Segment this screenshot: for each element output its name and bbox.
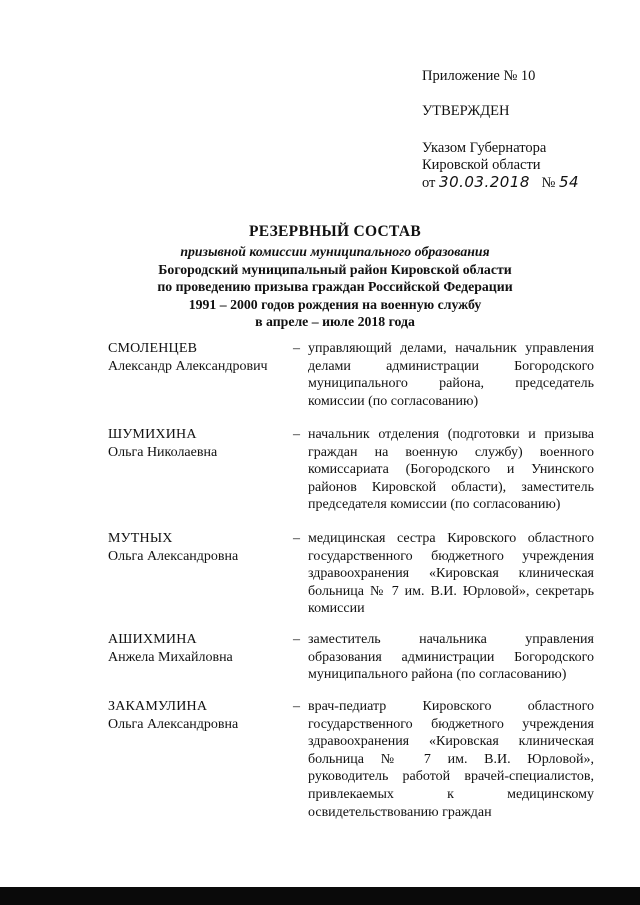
decree-date: 30.03.2018	[439, 173, 530, 191]
member-given-name: Ольга Николаевна	[108, 444, 218, 460]
member-role: заместитель начальника управления образования администрации Богородского муниципального района (по согласованию)	[308, 632, 594, 683]
date-prefix: от	[422, 175, 436, 191]
separator-dash: –	[293, 341, 300, 356]
separator-dash: –	[293, 632, 300, 647]
scan-edge-bar	[0, 887, 640, 905]
document-title	[80, 222, 590, 331]
approval-block	[422, 68, 622, 192]
decree-number: 54	[559, 173, 580, 191]
member-role: медицинская сестра Кировского областного государственного бюджетного учреждения здравоохранения «Кировская клиническая больница № 7 им. В.И. Юрловой», секретарь комиссии	[308, 531, 594, 617]
member-name	[108, 698, 288, 733]
member-role: врач-педиатр Кировского областного государственного бюджетного учреждения здравоохранения «Кировская клиническая больница № 7 им. В.И. Юрловой», руководитель работой врачей-специалистов, привлекаемых к медицинскому освидетельствованию граждан	[308, 699, 594, 820]
member-role: управляющий делами, начальник управления делами администрации Богородского муниципального района, председатель комиссии (по согласованию)	[308, 341, 594, 409]
member-surname: АШИХМИНА	[108, 632, 197, 647]
decree-date-line	[422, 174, 622, 192]
title-line-2: Богородский муниципальный район Кировской области	[158, 261, 512, 277]
member-given-name: Ольга Александровна	[108, 716, 239, 732]
member-surname: СМОЛЕНЦЕВ	[108, 341, 198, 356]
decree-issuer: Указом Губернатора	[422, 140, 547, 156]
member-role: начальник отделения (подготовки и призыва граждан на военную службу) военного комиссариата (Богородского и Унинского районов Кировской области), заместитель председателя комиссии (по согласованию)	[308, 427, 594, 513]
annex-number: Приложение № 10	[422, 68, 536, 84]
separator-dash: –	[293, 427, 300, 442]
decree-region: Кировской области	[422, 157, 541, 173]
approved-stamp-text: УТВЕРЖДЕН	[422, 103, 510, 119]
member-surname: ЗАКАМУЛИНА	[108, 699, 208, 714]
member-name	[108, 631, 288, 666]
title-line-1: призывной комиссии муниципального образования	[180, 244, 490, 259]
member-name	[108, 340, 288, 375]
title-line-3: по проведению призыва граждан Российской Федерации	[157, 279, 513, 294]
member-name	[108, 530, 288, 565]
title-line-5: в апреле – июле 2018 года	[255, 314, 415, 329]
separator-dash: –	[293, 531, 300, 546]
member-given-name: Александр Александрович	[108, 358, 268, 374]
member-surname: МУТНЫХ	[108, 531, 173, 546]
member-given-name: Ольга Александровна	[108, 548, 239, 564]
title-line-4: 1991 – 2000 годов рождения на военную службу	[188, 296, 482, 312]
member-surname: ШУМИХИНА	[108, 427, 197, 442]
separator-dash: –	[293, 699, 300, 714]
member-given-name: Анжела Михайловна	[108, 649, 233, 665]
title-main: РЕЗЕРВНЫЙ СОСТАВ	[248, 223, 422, 240]
number-prefix: №	[541, 175, 556, 191]
member-name	[108, 426, 288, 461]
